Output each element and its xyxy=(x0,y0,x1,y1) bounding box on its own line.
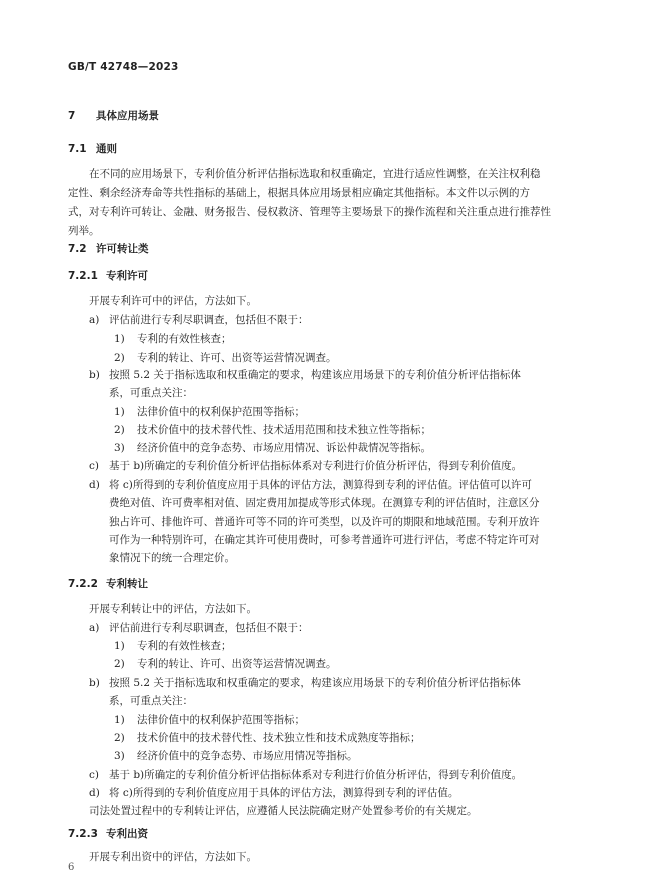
list-item xyxy=(89,619,309,638)
list-text: 法律价值中的权利保护范围等指标； xyxy=(137,406,305,418)
text-line: 开展专利许可中的评估，方法如下。 xyxy=(89,295,257,307)
section-7-heading xyxy=(68,108,159,123)
sub-list-item xyxy=(114,747,358,766)
document-header: GB/T 42748—2023 xyxy=(68,61,179,73)
list-text: 基于 b)所确定的专利价值分析评估指标体系对专利进行价值分析评估，得到专利价值度。 xyxy=(109,769,523,781)
list-text: 专利的有效性核查； xyxy=(137,640,232,652)
list-item xyxy=(89,366,521,385)
list-text: 评估前进行专利尽职调查，包括但不限于： xyxy=(109,314,309,326)
section-title: 专利许可 xyxy=(106,270,148,282)
section-7-2-heading xyxy=(68,241,149,256)
list-text: 按照 5.2 关于指标选取和权重确定的要求，构建该应用场景下的专利价值分析评估指标体 xyxy=(109,369,521,381)
section-number: 7.2.2 xyxy=(68,578,98,590)
text-line: 在不同的应用场景下，专利价值分析评估指标选取和权重确定，宜进行适应性调整，在关注权利稳 xyxy=(89,168,541,180)
sub-list-item xyxy=(114,711,305,730)
text-line: 象情况下的统一合理定价。 xyxy=(109,552,235,564)
paragraph-general xyxy=(68,165,587,241)
list-marker: 2) xyxy=(114,352,125,364)
text-line: 开展专利出资中的评估，方法如下。 xyxy=(89,851,257,863)
list-marker: a) xyxy=(89,314,100,326)
list-text: 专利的转让、许可、出资等运营情况调查。 xyxy=(137,658,337,670)
list-item xyxy=(89,784,458,803)
list-item xyxy=(89,674,521,693)
section-title: 专利出资 xyxy=(106,828,148,840)
section-title: 具体应用场景 xyxy=(96,110,159,122)
list-text: 专利的有效性核查； xyxy=(137,333,232,345)
text-line: 系，可重点关注： xyxy=(109,387,193,399)
section-number: 7.2.3 xyxy=(68,828,98,840)
list-marker: 1) xyxy=(114,333,125,345)
section-title: 许可转让类 xyxy=(96,243,149,255)
list-text: 经济价值中的竞争态势、市场应用情况、诉讼仲裁情况等指标。 xyxy=(137,442,431,454)
list-item xyxy=(89,476,532,495)
list-text: 评估前进行专利尽职调查，包括但不限于： xyxy=(109,622,309,634)
list-marker: c) xyxy=(89,769,99,781)
list-text: 技术价值中的技术替代性、技术独立性和技术成熟度等指标； xyxy=(137,732,421,744)
list-item xyxy=(89,457,522,476)
text-line: 可作为一种特别许可，在确定其许可使用费时，可参考普通许可进行评估，考虑不特定许可对 xyxy=(109,534,540,546)
list-text: 基于 b)所确定的专利价值分析评估指标体系对专利进行价值分析评估，得到专利价值度。 xyxy=(109,460,523,472)
section-7-2-2-heading xyxy=(68,576,148,591)
section-7-1-heading xyxy=(68,141,117,156)
sub-list-item xyxy=(114,637,232,656)
text-line: 系，可重点关注： xyxy=(109,695,193,707)
list-item xyxy=(89,311,309,330)
list-text: 将 c)所得到的专利价值度应用于具体的评估方法，测算得到专利的评估值。 xyxy=(109,787,459,799)
list-marker: c) xyxy=(89,460,99,472)
list-text: 将 c)所得到的专利价值度应用于具体的评估方法，测算得到专利的评估值。评估值可以许可 xyxy=(109,479,532,491)
page-number: 6 xyxy=(68,862,75,873)
text-line: 列举。 xyxy=(68,225,100,237)
section-number: 7.2 xyxy=(68,243,87,255)
list-marker: 3) xyxy=(114,442,125,454)
section-title: 专利转让 xyxy=(106,578,148,590)
sub-list-item xyxy=(114,439,431,458)
list-marker: 1) xyxy=(114,406,125,418)
list-marker: 1) xyxy=(114,640,125,652)
list-marker: b) xyxy=(89,677,100,689)
sub-list-item xyxy=(114,729,421,748)
section-number: 7.1 xyxy=(68,143,87,155)
list-marker: b) xyxy=(89,369,100,381)
text-line: 司法处置过程中的专利转让评估，应遵循人民法院确定财产处置参考价的有关规定。 xyxy=(89,805,478,817)
text-line: 定性、剩余经济寿命等共性指标的基础上，根据具体应用场景相应确定其他指标。本文件以示例的方 xyxy=(68,187,530,199)
section-title: 通则 xyxy=(96,143,117,155)
list-marker: a) xyxy=(89,622,100,634)
list-text: 经济价值中的竞争态势、市场应用情况等指标。 xyxy=(137,750,358,762)
section-7-2-1-heading xyxy=(68,268,148,283)
text-line: 开展专利转让中的评估，方法如下。 xyxy=(89,603,257,615)
sub-list-item xyxy=(114,330,232,349)
list-text: 法律价值中的权利保护范围等指标； xyxy=(137,714,305,726)
section-number: 7.2.1 xyxy=(68,270,98,282)
section-number: 7 xyxy=(68,110,76,122)
list-item xyxy=(89,766,522,785)
list-marker: 2) xyxy=(114,732,125,744)
list-marker: d) xyxy=(89,479,100,491)
list-marker: 3) xyxy=(114,750,125,762)
list-text: 专利的转让、许可、出资等运营情况调查。 xyxy=(137,352,337,364)
list-marker: 2) xyxy=(114,658,125,670)
text-line: 独占许可、排他许可、普通许可等不同的许可类型，以及许可的期限和地域范围。专利开放许 xyxy=(109,516,540,528)
list-text: 按照 5.2 关于指标选取和权重确定的要求，构建该应用场景下的专利价值分析评估指标体 xyxy=(109,677,521,689)
text-line: 费绝对值、许可费率相对值、固定费用加提成等形式体现。在测算专利的评估值时，注意区分 xyxy=(109,497,540,509)
list-marker: 2) xyxy=(114,424,125,436)
list-marker: 1) xyxy=(114,714,125,726)
sub-list-item xyxy=(114,403,305,422)
section-7-2-3-heading xyxy=(68,826,148,841)
sub-list-item xyxy=(114,655,337,674)
list-marker: d) xyxy=(89,787,100,799)
text-line: 式，对专利许可转让、金融、财务报告、侵权救济、管理等主要场景下的操作流程和关注重点进行推荐性 xyxy=(68,206,551,218)
list-text: 技术价值中的技术替代性、技术适用范围和技术独立性等指标； xyxy=(137,424,431,436)
sub-list-item xyxy=(114,421,431,440)
